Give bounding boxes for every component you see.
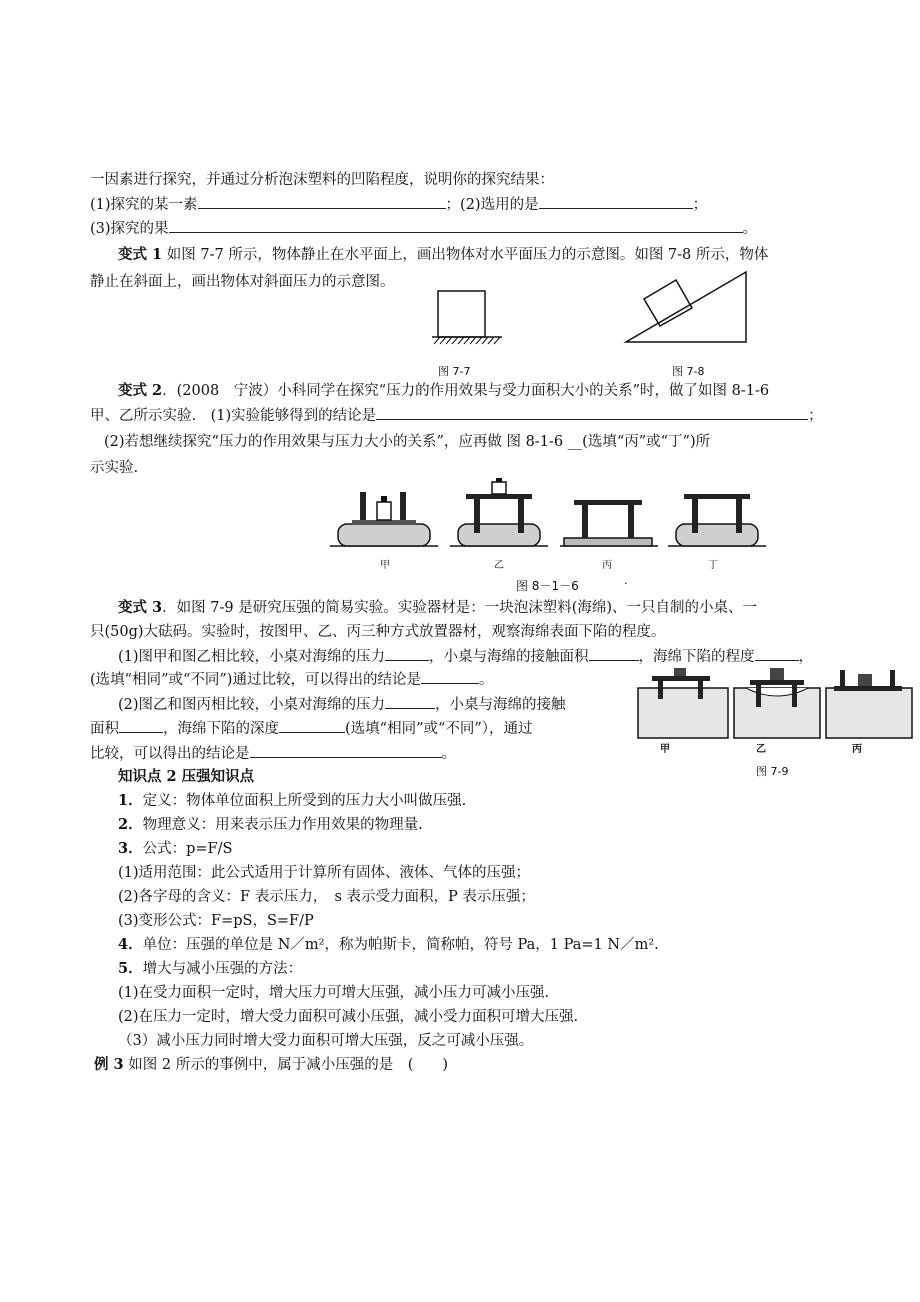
k2-item-1 [118,791,466,811]
item-number: 4． [118,936,143,953]
v3-line-3 [118,646,813,667]
v1-text: 如图 7-7 所示，物体静止在水平面上，画出物体对水平面压力的示意图。如图 7-8 所示，物体 [162,247,769,263]
label-bing: 丙 [602,560,612,571]
punct: ； [808,408,823,424]
v3-text: 比较，可以得出的结论是 [90,746,250,762]
stray-dot: · [624,577,628,590]
label-yi: 乙 [494,560,504,571]
answer-blank[interactable] [198,194,446,209]
k2-title: 知识点 2 压强知识点 [118,768,255,785]
label-ding: 丁 [708,560,718,571]
k2-method-2: (2)在压力一定时，增大受力面积可减小压强，减小受力面积可增大压强. [118,1009,579,1025]
figure-8-1-6 [330,478,770,558]
sponge-yi [734,668,820,738]
v2-line-2 [90,405,823,426]
punct: 。 [742,221,758,237]
item-text: 定义：物体单位面积上所受到的压力大小叫做压强. [142,793,467,809]
answer-blank[interactable] [119,718,163,733]
v2-title: 变式 2 [118,382,163,399]
k2-method-1: (1)在受力面积一定时，增大压力可增大压强，减小压力可减小压强. [118,985,550,1001]
answer-blank[interactable] [421,669,479,684]
answer-blank[interactable] [169,218,743,233]
v2-line-1 [118,381,769,401]
k2-item-5 [118,959,302,979]
item-number: 2． [118,816,143,833]
k2-item-2 [118,815,423,835]
answer-blank[interactable] [755,646,799,661]
v1-line-2: 静止在斜面上，画出物体对斜面压力的示意图。 [90,274,395,290]
intro-line-1: 一因素进行探究，并通过分析泡沫塑料的凹陷程度，说明你的探究结果： [90,172,554,188]
v2-line-3: (2)若想继续探究“压力的作用效果与压力大小的关系”，应再做 图 8-1-6 __(选填“丙”或“丁”)所 [104,434,711,450]
answer-blank[interactable] [279,718,345,733]
item-text: 物理意义：用来表示压力作用效果的物理量. [142,817,423,833]
punct: ； [692,197,708,213]
k2-method-3: （3）减小压力同时增大受力面积可增大压强，反之可减小压强。 [118,1033,534,1049]
answer-blank[interactable] [385,694,435,709]
answer-blank[interactable] [385,646,429,661]
v3-line-4 [90,669,493,690]
intro-label-1: (1)探究的某一素 [90,197,198,213]
v3-line-6 [90,718,533,739]
v3-line-5 [118,694,566,715]
v3-text: ．如图 7-9 是研究压强的简易实验。实验器材是：一块泡沫塑料(海绵)、一只自制的小桌、一 [162,600,758,616]
item-number: 3． [118,840,143,857]
intro-label-3: (3)探究的果 [90,221,169,237]
k2-item-4 [118,935,659,955]
v3-line-2: 只(50g)大砝码。实验时，按图甲、乙、丙三种方式放置器材，观察海绵表面下陷的程度。 [90,624,666,640]
answer-blank[interactable] [589,646,639,661]
answer-blank[interactable] [539,194,693,209]
item-text: 单位：压强的单位是 N／m²，称为帕斯卡，简称帕，符号 Pa，1 Pa=1 N／m². [142,937,659,953]
label-bing: 丙 [852,744,862,755]
setup-bing [560,500,658,546]
sponge-jia [638,668,728,738]
v3-text: (2)图乙和图丙相比较，小桌对海绵的压力 [118,697,386,713]
v1-line-1 [118,245,768,265]
figure-7-9 [636,666,916,748]
v3-text: ，小桌与海绵的接触面积 [429,649,589,665]
intro-line-2 [90,194,707,215]
block-on-incline [644,280,692,326]
v3-text: ，海绵下陷的程度 [638,649,755,665]
sponge-bing [826,670,912,738]
v2-text: ．(2008 宁波）小科同学在探究“压力的作用效果与受力面积大小的关系”时，做了如图 8-1-6 [162,383,770,399]
example-3 [94,1055,448,1075]
k2-sub-1: (1)适用范围：此公式适用于计算所有固体、液体、气体的压强； [118,865,531,881]
label-jia: 甲 [660,744,670,755]
item-number: 1． [118,792,143,809]
fig-8-1-6-caption: 图 8－1－6 [516,579,579,593]
intro-label-2: ；(2)选用的是 [445,197,539,213]
v3-title: 变式 3 [118,599,163,616]
fig-7-8-caption: 图 7-8 [672,365,705,378]
setup-ding [668,494,766,546]
v3-line-1 [118,598,757,618]
k2-item-3 [118,839,232,859]
figure-7-8 [620,268,760,348]
answer-blank[interactable] [376,405,808,420]
fig-7-7-caption: 图 7-7 [438,365,471,378]
v3-line-7 [90,743,456,764]
item-text: 增大与减小压强的方法： [142,961,303,977]
figure-7-7 [432,288,512,350]
k2-sub-3: (3)变形公式：F=pS，S=F/P [118,913,314,929]
v3-text: (选填“相同”或“不同”)通过比较，可以得出的结论是 [90,672,421,688]
v3-text: (选填“相同”或“不同”），通过 [345,721,533,737]
v3-text: ，海绵下陷的深度 [163,721,279,737]
fig-7-9-caption: 图 7-9 [756,765,789,778]
setup-jia [330,492,438,546]
answer-blank[interactable] [250,743,442,758]
punct: 。 [441,746,456,762]
setup-yi [450,478,548,546]
v3-text: 面积 [90,721,119,737]
example-3-title: 例 3 [94,1056,124,1073]
intro-line-3 [90,218,757,239]
v3-text: ，小桌与海绵的接触 [435,697,566,713]
punct: 。 [478,672,494,688]
punct: ， [798,649,814,665]
item-number: 5． [118,960,143,977]
v2-text: 甲、乙所示实验. (1)实验能够得到的结论是 [90,408,377,424]
item-text: 公式：p=F/S [142,841,233,857]
v2-line-4: 示实验. [90,460,139,476]
label-yi: 乙 [756,744,766,755]
k2-sub-2: (2)各字母的含义：F 表示压力， s 表示受力面积，P 表示压强； [118,889,535,905]
v1-title: 变式 1 [118,246,163,263]
v3-text: (1)图甲和图乙相比较，小桌对海绵的压力 [118,649,386,665]
example-3-text: 如图 2 所示的事例中，属于减小压强的是 ( ) [123,1057,449,1073]
box-on-floor [438,291,485,337]
label-jia: 甲 [380,560,390,571]
